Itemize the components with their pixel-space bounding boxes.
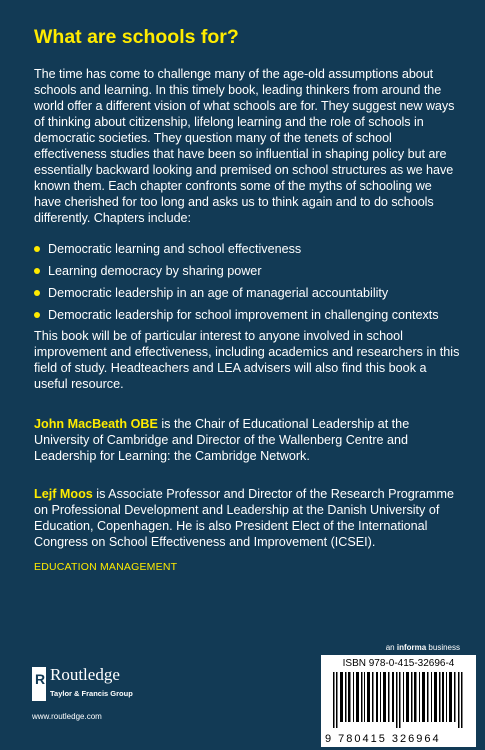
barcode-bars-icon (329, 672, 469, 728)
routledge-logo-icon: R (32, 667, 46, 701)
back-cover-title: What are schools for? (34, 26, 239, 48)
chapter-title: Learning democracy by sharing power (48, 264, 262, 278)
author-name: Lejf Moos (34, 487, 93, 501)
publisher-website: www.routledge.com (32, 712, 102, 721)
barcode-digits: 9 780415 326964 (325, 733, 441, 745)
informa-brand: informa (396, 643, 427, 652)
list-item (34, 285, 474, 301)
author-bio-moos (34, 486, 464, 550)
author-description: is Associate Professor and Director of the Research Programme on Professional Development and Leadership at the Danish University of Education, Copenhagen. He is also President Elect of the International Congress on School Effectiveness and Improvement (ICSEI). (34, 487, 454, 549)
subject-category: EDUCATION MANAGEMENT (34, 561, 178, 573)
chapter-title: Democratic leadership in an age of managerial accountability (48, 286, 389, 300)
publisher-group: Taylor & Francis Group (50, 689, 133, 698)
list-item (34, 307, 474, 323)
bullet-icon (34, 290, 40, 296)
chapter-list (34, 241, 474, 329)
intro-paragraph: The time has come to challenge many of the age-old assumptions about schools and learning. In this timely book, leading thinkers from around the world offer a different vision of what schools are for. They suggest new ways of thinking about citizenship, lifelong learning and the role of schools in democratic societies. They question many of the tenets of school effectiveness studies that have been so influential in shaping policy but are essentially backward looking and premised on school structures as we have known them. Each chapter confronts some of the myths of schooling we have cherished for too long and asks us to think again and to do schools differently. Chapters include: (34, 67, 455, 225)
isbn-number: ISBN 978-0-415-32696-4 (342, 658, 455, 669)
author-description: is the Chair of Educational Leadership at the University of Cambridge and Director of the Wallenberg Centre and Leadership for Learning: the Cambridge Network. (34, 417, 410, 463)
author-bio-macbeath (34, 416, 464, 464)
bullet-icon (34, 312, 40, 318)
audience-paragraph: This book will be of particular interest to anyone involved in school improvement and effectiveness, including academics and researchers in this field of study. Headteachers and LEA advisers will also find this book a useful resource. (34, 329, 460, 391)
routledge-logo (32, 665, 172, 705)
chapter-title: Democratic leadership for school improvement in challenging contexts (48, 308, 439, 322)
isbn-barcode (321, 655, 476, 747)
list-item (34, 263, 474, 279)
publisher-name: Routledge (50, 665, 120, 684)
bullet-icon (34, 246, 40, 252)
chapter-title: Democratic learning and school effectiveness (48, 242, 302, 256)
list-item (34, 241, 474, 257)
informa-business-tag: an informa business (385, 643, 460, 652)
author-name: John MacBeath OBE (34, 417, 158, 431)
bullet-icon (34, 268, 40, 274)
